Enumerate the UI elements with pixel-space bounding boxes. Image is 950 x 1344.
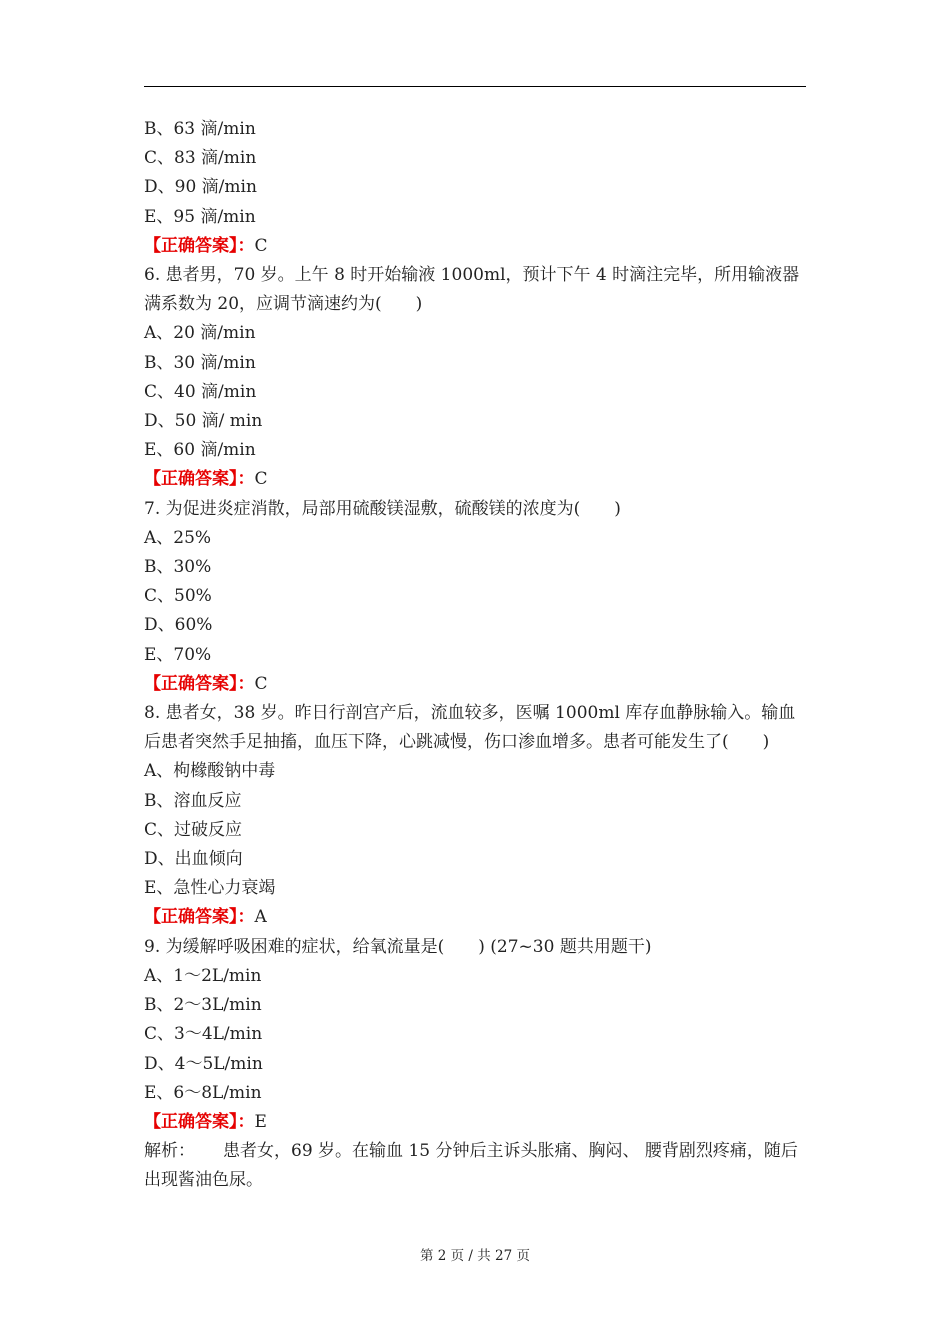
answer-value: A (254, 907, 267, 928)
option-c: C、40 滴/min (144, 381, 257, 402)
option-d: D、60% (144, 615, 213, 636)
option-a: A、25% (144, 527, 212, 548)
answer-line (144, 232, 806, 261)
page-footer (0, 1244, 950, 1264)
explanation (144, 1137, 806, 1195)
question-stem: 9. 为缓解呼吸困难的症状，给氧流量是( ) (27~30 题共用题干) (144, 936, 652, 957)
option-b: B、63 滴/min (144, 119, 256, 139)
option-a: A、1～2L/min (144, 965, 262, 986)
answer-value: C (254, 235, 268, 256)
option-e: E、95 滴/min (144, 206, 256, 227)
option-c: C、过破反应 (144, 819, 243, 840)
answer-label: 【正确答案】： (144, 235, 255, 256)
option-e: E、6～8L/min (144, 1082, 262, 1103)
question-9 (144, 933, 806, 1137)
option-b: B、溶血反应 (144, 790, 242, 811)
answer-value: C (254, 673, 268, 694)
option-b: B、30% (144, 557, 212, 578)
header-rule (144, 86, 806, 87)
explanation-label: 解析： (144, 1141, 195, 1162)
question-8 (144, 699, 806, 933)
answer-line (144, 1108, 806, 1137)
option-e: E、70% (144, 644, 212, 665)
answer-value: C (254, 469, 268, 490)
document-body (144, 115, 806, 1196)
answer-label: 【正确答案】： (144, 469, 255, 490)
answer-line (144, 903, 806, 932)
option-e: E、急性心力衰竭 (144, 878, 276, 899)
answer-label: 【正确答案】： (144, 907, 255, 928)
option-c: C、3～4L/min (144, 1024, 263, 1045)
question-stem: 7. 为促进炎症消散，局部用硫酸镁湿敷，硫酸镁的浓度为( ) (144, 498, 621, 519)
question-5-tail (144, 115, 806, 261)
question-7 (144, 495, 806, 699)
question-stem: 8. 患者女，38 岁。昨日行剖宫产后，流血较多，医嘱 1000ml 库存血静脉输入。输血后患者突然手足抽搐，血压下降，心跳减慢，伤口渗血增多。患者可能发生了( ) (144, 703, 796, 753)
option-d: D、出血倾向 (144, 849, 243, 870)
option-a: A、枸橼酸钠中毒 (144, 761, 276, 782)
option-d: D、50 滴/ min (144, 411, 263, 432)
explanation-text: 患者女，69 岁。在输血 15 分钟后主诉头胀痛、胸闷、 腰背剧烈疼痛，随后出现酱油色尿。 (144, 1141, 798, 1191)
option-d: D、4～5L/min (144, 1053, 263, 1074)
option-c: C、50% (144, 586, 212, 607)
answer-label: 【正确答案】： (144, 673, 255, 694)
option-c: C、83 滴/min (144, 148, 257, 169)
option-b: B、2～3L/min (144, 995, 262, 1016)
page-number: 第 2 页 / 共 27 页 (419, 1248, 531, 1264)
question-stem: 6. 患者男，70 岁。上午 8 时开始输液 1000ml，预计下午 4 时滴注完毕，所用输液器满系数为 20，应调节滴速约为( ) (144, 265, 800, 315)
answer-line (144, 465, 806, 494)
answer-label: 【正确答案】： (144, 1111, 255, 1132)
option-d: D、90 滴/min (144, 177, 257, 198)
answer-line (144, 670, 806, 699)
option-a: A、20 滴/min (144, 323, 256, 344)
option-b: B、30 滴/min (144, 352, 256, 373)
question-6 (144, 261, 806, 495)
answer-value: E (254, 1111, 267, 1132)
option-e: E、60 滴/min (144, 440, 256, 461)
